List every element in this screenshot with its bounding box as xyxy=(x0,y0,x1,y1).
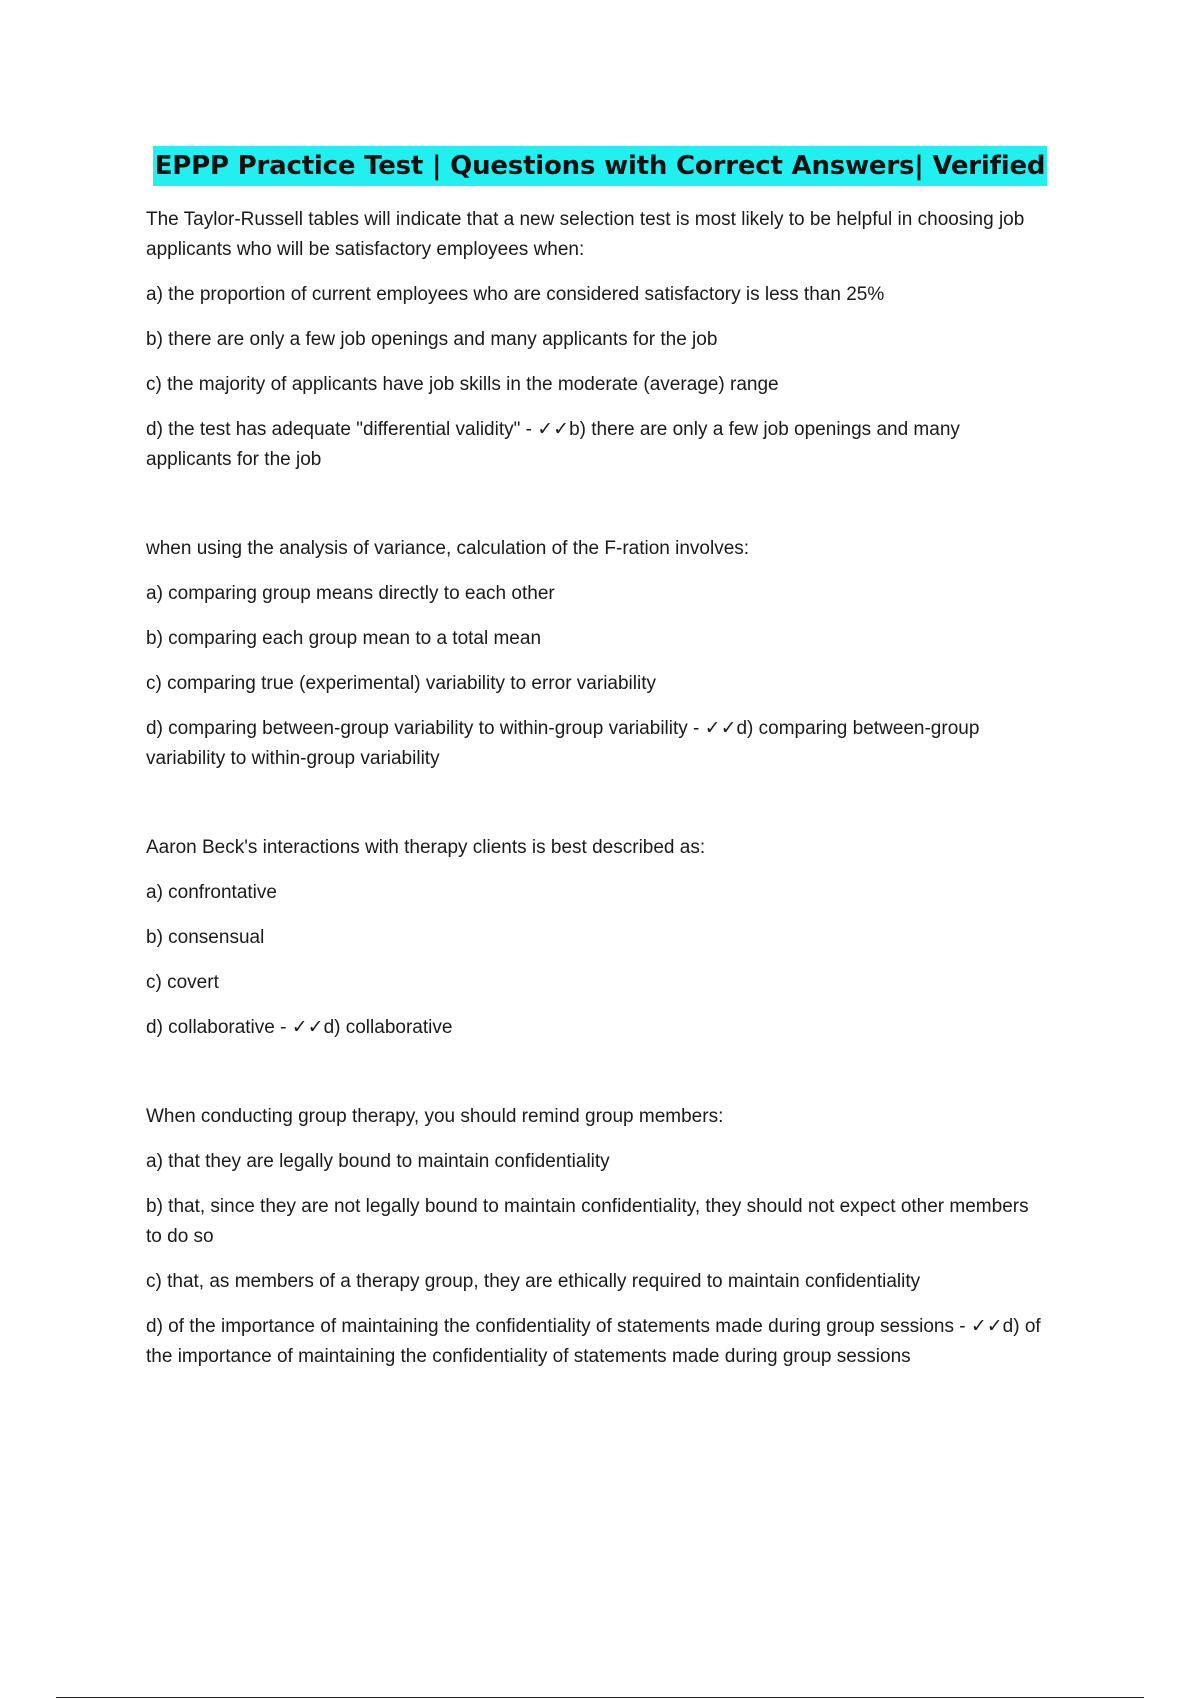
answer-option-with-correct-answer: d) comparing between-group variability to within-group variability - ✓✓d) comparing between-group variability to within-group variability xyxy=(146,718,980,769)
question-text: When conducting group therapy, you should remind group members: xyxy=(146,1106,724,1127)
answer-option: b) that, since they are not legally bound to maintain confidentiality, they should not expect other members to do so xyxy=(146,1196,1029,1247)
answer-option: a) comparing group means directly to each other xyxy=(146,583,555,604)
answer-option-with-correct-answer: d) of the importance of maintaining the confidentiality of statements made during group sessions - ✓✓d) of the importance of maintaining the confidentiality of statements made during group sessions xyxy=(146,1316,1041,1367)
answer-option: a) the proportion of current employees who are considered satisfactory is less than 25% xyxy=(146,284,885,305)
question-block xyxy=(146,205,1046,475)
answer-option: c) the majority of applicants have job skills in the moderate (average) range xyxy=(146,374,779,395)
question-block xyxy=(146,1102,1046,1372)
answer-option: b) there are only a few job openings and many applicants for the job xyxy=(146,329,718,350)
answer-option: c) comparing true (experimental) variability to error variability xyxy=(146,673,657,694)
question-spacer xyxy=(146,490,1046,534)
question-spacer xyxy=(146,1058,1046,1102)
answer-option-with-correct-answer: d) collaborative - ✓✓d) collaborative xyxy=(146,1017,453,1038)
answer-option: c) covert xyxy=(146,972,219,993)
question-spacer xyxy=(146,789,1046,833)
answer-option: b) comparing each group mean to a total mean xyxy=(146,628,542,649)
question-text: Aaron Beck's interactions with therapy clients is best described as: xyxy=(146,837,706,858)
question-block xyxy=(146,534,1046,774)
document-title: EPPP Practice Test | Questions with Correct Answers| Verified xyxy=(153,146,1048,186)
question-list xyxy=(146,205,1046,1387)
answer-option: c) that, as members of a therapy group, they are ethically required to maintain confidentiality xyxy=(146,1271,921,1292)
answer-option: a) confrontative xyxy=(146,882,277,903)
answer-option: b) consensual xyxy=(146,927,265,948)
answer-option-with-correct-answer: d) the test has adequate "differential validity" - ✓✓b) there are only a few job openings and many applicants for the job xyxy=(146,419,960,470)
question-block xyxy=(146,833,1046,1043)
question-text: The Taylor-Russell tables will indicate that a new selection test is most likely to be helpful in choosing job applicants who will be satisfactory employees when: xyxy=(146,209,1025,260)
title-container xyxy=(0,146,1200,186)
answer-option: a) that they are legally bound to maintain confidentiality xyxy=(146,1151,610,1172)
footer-divider xyxy=(56,1697,1144,1698)
question-text: when using the analysis of variance, calculation of the F-ration involves: xyxy=(146,538,750,559)
